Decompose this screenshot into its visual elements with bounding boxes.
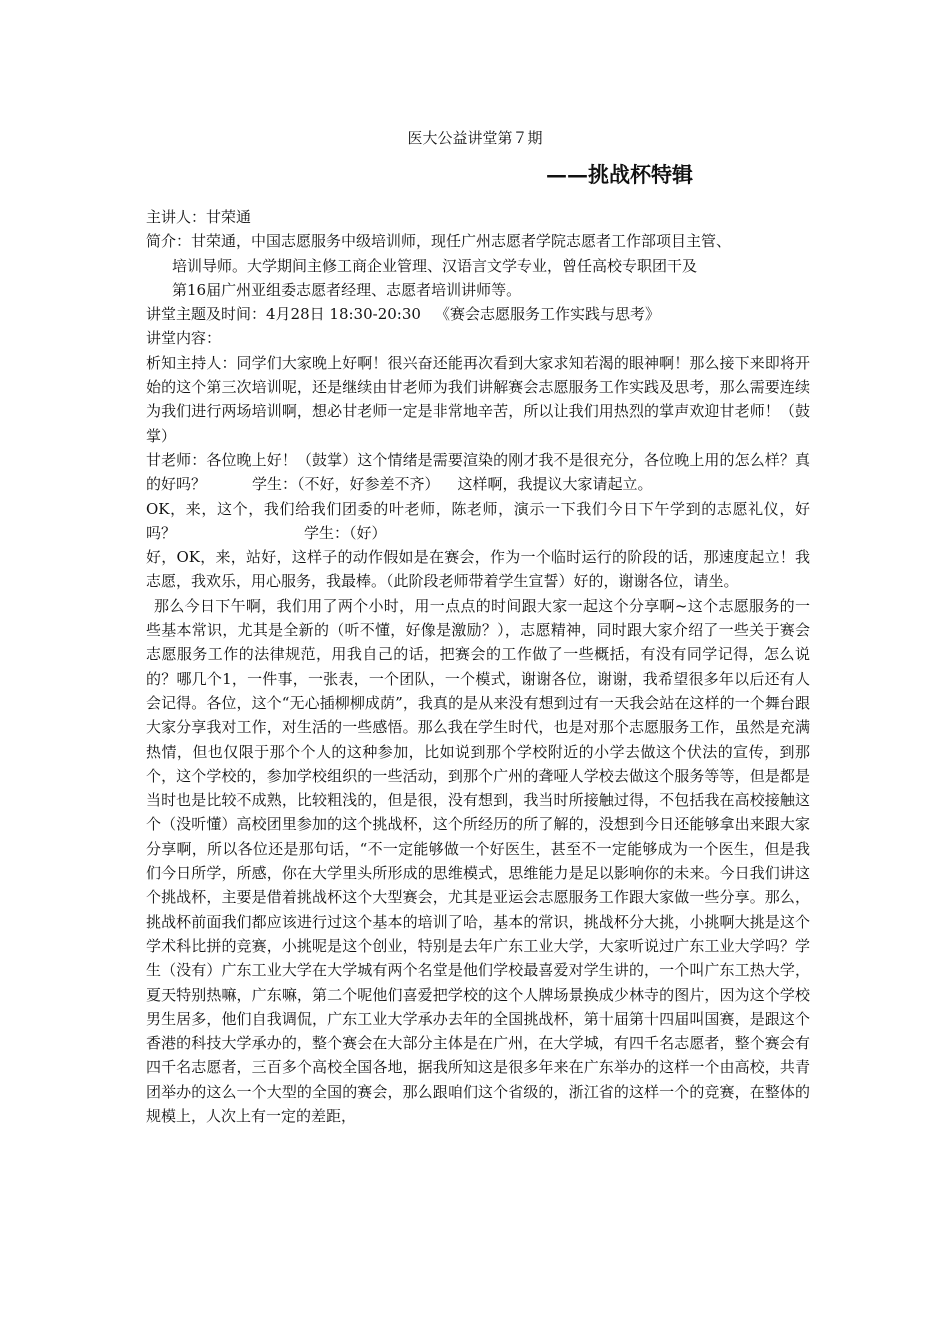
document-subtitle: ——挑战杯特辑	[546, 162, 693, 187]
student-reply-1: 学生：（不好，好参差不齐）	[252, 475, 440, 494]
intro-line-3: 第16届广州亚组委志愿者经理、志愿者培训讲师等。	[172, 280, 522, 299]
document-title: 医大公益讲堂第７期	[407, 129, 543, 147]
gan-paragraph-1	[146, 448, 810, 497]
host-paragraph: 析知主持人：同学们大家晚上好啊！很兴奋还能再次看到大家求知若渴的眼神啊！那么接下来即将开始的这个第三次培训呢，还是继续由甘老师为我们讲解赛会志愿服务工作实践及思考，那么需要连续为我们进行两场培训啊，想必甘老师一定是非常地辛苦，所以让我们用热烈的掌声欢迎甘老师！（鼓掌）	[146, 353, 810, 445]
topic-time: 讲堂主题及时间：4月28日 18:30-20:30	[146, 305, 421, 324]
speaker-line: 主讲人：甘荣通	[146, 208, 252, 226]
document-body	[146, 205, 810, 1128]
gan-paragraph-3: 好，OK，来，站好，这样子的动作假如是在赛会，作为一个临时运行的阶段的话，那速度起立！我志愿，我欢乐，用心服务，我最棒。（此阶段老师带着学生宣誓）好的，谢谢各位，请坐。	[146, 548, 810, 591]
main-paragraph: 那么今日下午啊，我们用了两个小时，用一点点的时间跟大家一起这个分享啊~这个志愿服务的一些基本常识，尤其是全新的（听不懂，好像是激励？），志愿精神，同时跟大家介绍了一些关于赛会志愿服务工作的法律规范，用我自己的话，把赛会的工作做了一些概括，有没有同学记得，怎么说的？哪几个1，一件事，一张表，一个团队，一个模式，谢谢各位，谢谢，我希望很多年以后还有人会记得。各位，这个“无心插柳柳成荫”，我真的是从来没有想到过有一天我会站在这样的一个舞台跟大家分享我对工作，对生活的一些感悟。那么我在学生时代，也是对那个志愿服务工作，虽然是充满热情，但也仅限于那个个人的这种参加，比如说到那个学校附近的小学去做这个伏法的宣传，到那个，这个学校的，参加学校组织的一些活动，到那个广州的聋哑人学校去做这个服务等等，但是都是当时也是比较不成熟，比较粗浅的，但是很，没有想到，我当时所接触过得，不包括我在高校接触这个（没听懂）高校团里参加的这个挑战杯，这个所经历的所了解的，没想到今日还能够拿出来跟大家分享啊，所以各位还是那句话，“不一定能够做一个好医生，甚至不一定能够成为一个医生，但是我们今日所学，所感，你在大学里头所形成的思维模式，思维能力是足以影响你的未来。今日我们讲这个挑战杯，主要是借着挑战杯这个大型赛会，尤其是亚运会志愿服务工作跟大家做一些分享。那么，挑战杯前面我们都应该进行过这个基本的培训了哈，基本的常识，挑战杯分大挑，小挑啊大挑是这个学术科比拼的竞赛，小挑呢是这个创业，特别是去年广东工业大学，大家听说过广东工业大学吗？学生（没有）广东工业大学在大学城有两个名堂是他们学校最喜爱对学生讲的，一个叫广东工热大学，夏天特别热嘛，广东嘛，第二个呢他们喜爱把学校的这个人牌场景换成少林寺的图片，因为这个学校男生居多，他们自我调侃，广东工业大学承办去年的全国挑战杯，第十届第十四届叫国赛，是跟这个香港的科技大学承办的，整个赛会在大部分主体是在广州，在大学城，有四千名志愿者，整个赛会有四千名志愿者，三百多个高校全国各地，据我所知这是很多年来在广东举办的这样一个由高校，共青团举办的这么一个大型的全国的赛会，那么跟咱们这个省级的，浙江省的这样一个的竞赛，在整体的规模上，人次上有一定的差距，	[146, 596, 810, 1125]
gan-speech-1b: 这样啊，我提议大家请起立。	[457, 475, 653, 494]
gan-paragraph-2	[146, 497, 810, 546]
intro-line-2: 培训导师。大学期间主修工商企业管理、汉语言文学专业，曾任高校专职团干及	[172, 256, 698, 275]
topic-line	[146, 302, 810, 326]
gan-speech-1: 甘老师：各位晚上好！（鼓掌）这个情绪是需要渲染的刚才我不是很充分，各位晚上用的怎么样？真的好吗？	[146, 450, 810, 494]
intro-line-1: 简介：甘荣通，中国志愿服务中级培训师，现任广州志愿者学院志愿者工作部项目主管、	[146, 232, 732, 251]
content-label: 讲堂内容：	[146, 329, 222, 348]
topic-title: 《赛会志愿服务工作实践与思考》	[434, 305, 660, 324]
gan-speech-2: OK，来，这个，我们给我们团委的叶老师，陈老师，演示一下我们今日下午学到的志愿礼仪，好吗？	[146, 499, 810, 542]
student-reply-2: 学生：（好）	[304, 523, 387, 542]
